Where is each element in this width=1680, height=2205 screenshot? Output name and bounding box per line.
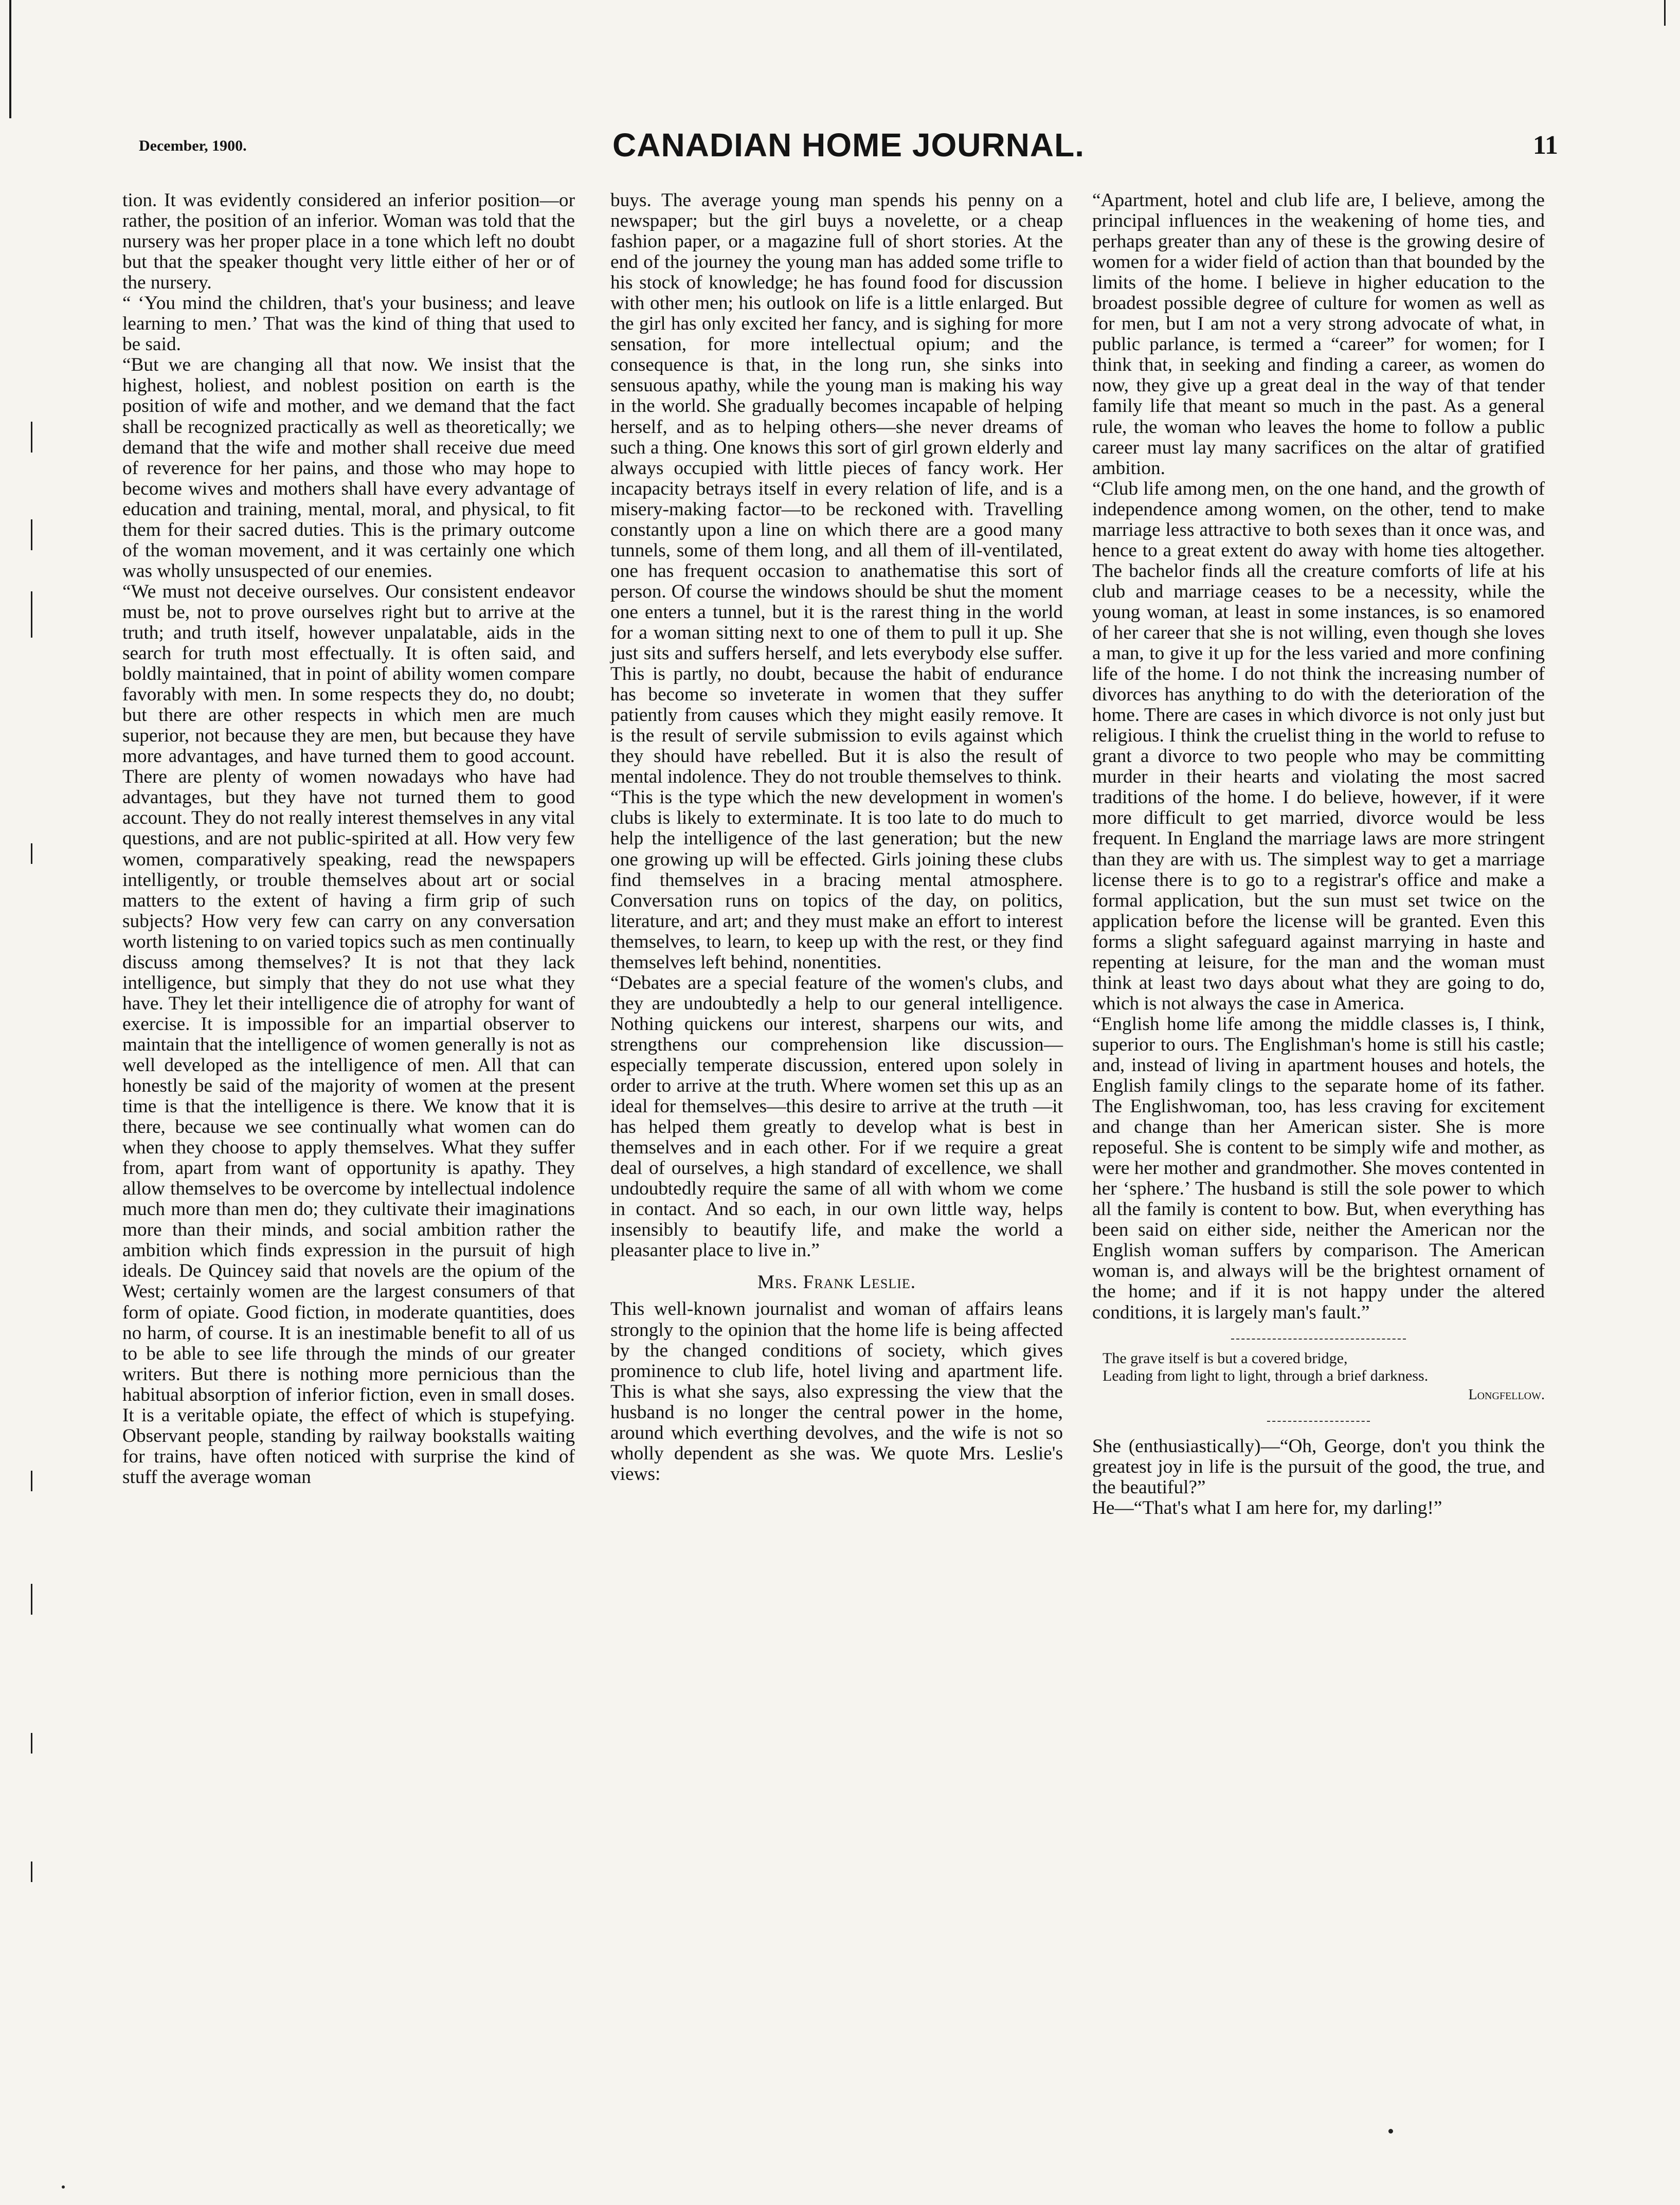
- scan-speckle: [62, 2185, 65, 2189]
- scan-edge-line-right: [1664, 0, 1666, 26]
- margin-mark: [31, 519, 32, 550]
- margin-mark: [31, 843, 32, 864]
- paragraph: “This is the type which the new development in women's clubs is likely to exterminate. It is too late to do much to help the intelligence of the last generation; but the new one growing up will be effected. Girls joining these clubs find themselves in a bracing mental atmosphere. Conversation runs on topics of the day, on politics, literature, and art; and they must make an effort to interest themselves, to learn, to keep up with the rest, or they find themselves left behind, nonentities.: [610, 787, 1063, 973]
- page-number: 11: [1532, 131, 1558, 160]
- column-2: [610, 190, 1063, 1485]
- paragraph: “We must not deceive ourselves. Our consistent endeavor must be, not to prove ourselves right but to arrive at the truth; and truth itself, however unpalatable, aids in the search for truth most effectually. It is often said, and boldly maintained, that in point of ability women compare favorably with men. In some respects they do, no doubt; but there are other respects in which men are much superior, not because they are men, but because they have more advantages, and have turned them to good account. There are plenty of women nowadays who have had advantages, but they have not turned them to good account. They do not really interest themselves in any vital questions, and are not public-spirited at all. How very few women, comparatively speaking, read the newspapers intelligently, or trouble themselves about art or social matters to the extent of having a firm grip of such subjects? How very few can carry on any conversation worth listening to on varied topics such as men continually discuss among themselves? It is not that they lack intelligence, but simply that they do not use what they have. They let their intelligence die of atrophy for want of exercise. It is impossible for an impartial observer to maintain that the intelligence of women generally is not as well developed as the intelligence of men. All that can honestly be said of the majority of women at the present time is that the intelligence is there. We know that it is there, because we see continually what women can do when they choose to apply themselves. What they suffer from, apart from want of opportunity is apathy. They allow themselves to be overcome by intellectual indolence much more than men do; they cultivate their imaginations more than their minds, and social ambition rather the ambition which finds expression in the pursuit of high ideals. De Quincey said that novels are the opium of the West; certainly women are the largest consumers of that form of opiate. Good fiction, in moderate quantities, does no harm, of course. It is an inestimable benefit to all of us to be able to see life through the minds of our greater writers. But there is nothing more pernicious than the habitual absorption of inferior fiction, even in small doses. It is a veritable opiate, the effect of which is stupefying. Observant people, standing by railway bookstalls waiting for trains, have often noticed with surprise the kind of stuff the average woman: [122, 581, 575, 1488]
- paragraph: “But we are changing all that now. We insist that the highest, holiest, and noblest position on earth is the position of wife and mother, and we demand that the fact shall be recognized practically as well as theoretically; we demand that the wife and mother shall receive due meed of reverence for her pains, and those who may hope to become wives and mothers shall have every advantage of education and training, mental, moral, and physical, to fit them for their sacred duties. This is the primary outcome of the woman movement, and it was certainly one which was wholly unsuspected of our enemies.: [122, 354, 575, 582]
- paragraph: “ ‘You mind the children, that's your business; and leave learning to men.’ That was the kind of thing that used to be said.: [122, 293, 575, 355]
- margin-mark: [31, 1861, 32, 1882]
- poem-line: The grave itself is but a covered bridge,: [1103, 1349, 1348, 1367]
- poem-line: Leading from light to light, through a brief darkness.: [1103, 1367, 1429, 1384]
- margin-mark: [31, 591, 32, 638]
- column-3: [1092, 190, 1545, 1519]
- dialog-he: He—“That's what I am here for, my darling!”: [1092, 1497, 1442, 1519]
- margin-mark: [31, 422, 32, 453]
- margin-mark: [31, 1584, 32, 1615]
- paragraph: “Club life among men, on the one hand, and the growth of independence among women, on the other, tend to make marriage less attractive to both sexes than it once was, and hence to a great extent do away with home ties altogether. The bachelor finds all the creature comforts of life at his club and marriage ceases to be a necessity, while the young woman, at least in some instances, is so enamored of her career that she is not willing, even though she loves a man, to give it up for the less varied and more confining life of the home. I do not think the increasing number of divorces has anything to do with the deterioration of the home. There are cases in which divorce is not only just but religious. I think the cruelist thing in the world to refuse to grant a divorce to two people who may be committing murder in their hearts and violating the most sacred traditions of the home. I do believe, however, if it were more difficult to get married, divorce would be less frequent. In England the marriage laws are more stringent than they are with us. The simplest way to get a marriage license there is to go to a registrar's office and make a formal application, but the sun must set twice on the application before the license will be granted. Even this forms a slight safeguard against marrying in haste and repenting at leisure, for the man and the woman must think at least two days about what they are going to do, which is not always the case in America.: [1092, 478, 1545, 1014]
- scan-speckle: [1388, 2129, 1393, 2134]
- paragraph: “English home life among the middle classes is, I think, superior to ours. The Englishman's home is still his castle; and, instead of living in apartment houses and hotels, the English family clings to the separate home of its father. The Englishwoman, too, has less craving for excitement and change than her American sister. She is more reposeful. She is content to be simply wife and mother, as were her mother and grandmother. She moves contented in her ‘sphere.’ The husband is still the sole power to which all the family is content to bow. But, when everything has been said on either side, neither the American nor the English woman suffers by comparison. The American woman is, and always will be the brightest ornament of the home; and if it is not happy under the altered conditions, it is largely man's fault.”: [1092, 1013, 1545, 1323]
- scan-edge-line: [9, 0, 11, 118]
- poem-author: Longfellow.: [1468, 1386, 1545, 1403]
- margin-mark: [31, 1471, 32, 1491]
- section-heading: Mrs. Frank Leslie.: [757, 1272, 916, 1293]
- journal-title: CANADIAN HOME JOURNAL.: [612, 126, 1085, 164]
- dialog-she: She (enthusiastically)—“Oh, George, don't you think the greatest joy in life is the pursuit of the good, the true, and the beautiful?”: [1092, 1435, 1545, 1498]
- column-1: [122, 190, 575, 1488]
- paragraph: This well-known journalist and woman of affairs leans strongly to the opinion that the home life is being affected by the changed conditions of society, which gives prominence to club life, hotel living and apartment life. This is what she says, also expressing the view that the husband is no longer the central power in the home, around which everthing devolves, and the wife is not so wholly dependent as she was. We quote Mrs. Leslie's views:: [610, 1298, 1063, 1485]
- page-header: [139, 126, 1558, 172]
- paragraph: tion. It was evidently considered an inferior position—or rather, the position of an inferior. Woman was told that the nursery was her proper place in a tone which left no doubt but that the speaker thought very little either of her or of the nursery.: [122, 190, 575, 294]
- divider: [1267, 1421, 1370, 1422]
- divider: [1231, 1339, 1406, 1340]
- paragraph: buys. The average young man spends his penny on a newspaper; but the girl buys a novelette, or a cheap fashion paper, or a magazine full of short stories. At the end of the journey the young man has added some trifle to his stock of knowledge; he has found food for discussion with other men; his outlook on life is a little enlarged. But the girl has only excited her fancy, and is sighing for more sensation, for more intellectual opium; and the consequence is that, in the long run, she sinks into sensuous apathy, while the young man is making his way in the world. She gradually becomes incapable of helping herself, and as to helping others—she never dreams of such a thing. One knows this sort of girl grown elderly and always occupied with little pieces of fancy work. Her incapacity betrays itself in every relation of life, and is a misery-making factor—to be reckoned with. Travelling constantly upon a line on which there are a good many tunnels, some of them long, and all them of ill-ventilated, one has frequent occasion to anathematise this sort of person. Of course the windows should be shut the moment one enters a tunnel, but it is the rarest thing in the world for a woman sitting next to one of them to pull it up. She just sits and suffers herself, and lets everybody else suffer. This is partly, no doubt, because the habit of endurance has become so inveterate in women that they suffer patiently from causes which they might easily remove. It is the result of servile submission to evils against which they should have rebelled. But it is also the result of mental indolence. They do not trouble themselves to think.: [610, 190, 1063, 788]
- paragraph: “Debates are a special feature of the women's clubs, and they are undoubtedly a help to our general intelligence. Nothing quickens our interest, sharpens our wits, and strengthens our comprehension like discussion—especially temperate discussion, entered upon solely in order to arrive at the truth. Where women set this up as an ideal for themselves—this desire to arrive at the truth —it has helped them greatly to develop what is best in themselves and in each other. For if we require a great deal of ourselves, a high standard of excellence, we shall undoubtedly require the same of all with whom we come in contact. And so each, in our own little way, helps insensibly to beautify life, and make the world a pleasanter place to live in.”: [610, 972, 1063, 1261]
- margin-mark: [31, 1733, 32, 1754]
- paragraph: “Apartment, hotel and club life are, I believe, among the principal influences in the weakening of home ties, and perhaps greater than any of these is the growing desire of women for a wider field of action than that bounded by the limits of the home. I believe in higher education to the broadest possible degree of culture for women as well as for men, but I am not a very strong advocate of what, in public parlance, is termed a “career” for women; for I think that, in seeking and finding a career, as women do now, they give up a great deal in the way of that tender family life that meant so much in the past. As a general rule, the woman who leaves the home to follow a public career must lay many sacrifices on the altar of gratified ambition.: [1092, 190, 1545, 479]
- issue-date: December, 1900.: [139, 137, 247, 154]
